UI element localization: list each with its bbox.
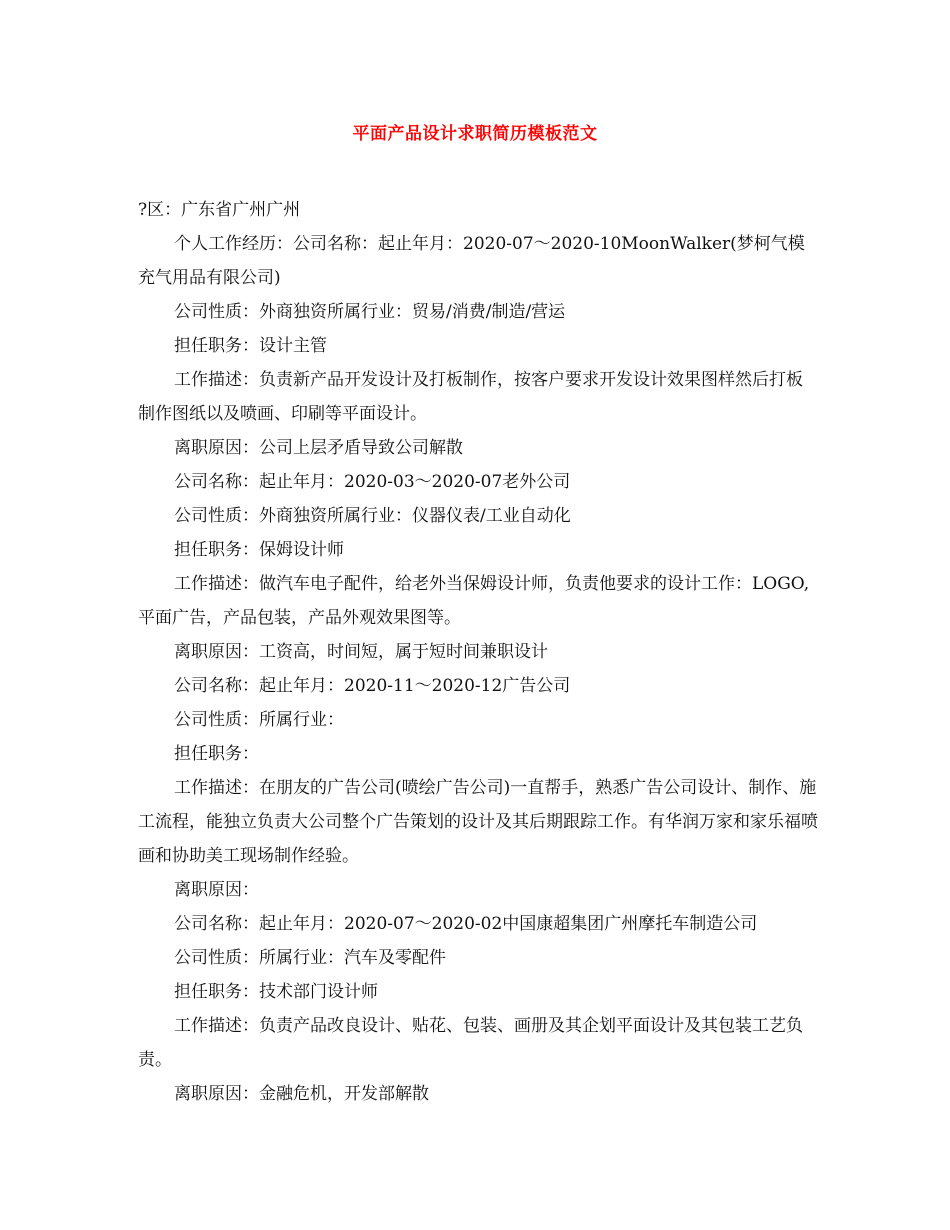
paragraph-job-description: 工作描述：在朋友的广告公司(喷绘广告公司)一直帮手，熟悉广告公司设计、制作、施工流程，能独立负责大公司整个广告策划的设计及其后期跟踪工作。有华润万家和家乐福喷画和协助美工现场制作经验。 [138, 778, 818, 866]
paragraph-leave-reason: 离职原因：公司上层矛盾导致公司解散 [174, 438, 463, 458]
paragraph-job-description: 工作描述：负责新产品开发设计及打板制作，按客户要求开发设计效果图样然后打板制作图纸以及喷画、印刷等平面设计。 [138, 370, 803, 424]
paragraph-position: 担任职务：技术部门设计师 [174, 982, 378, 1002]
paragraph-leave-reason: 离职原因：金融危机，开发部解散 [174, 1084, 429, 1104]
paragraph-position: 担任职务： [174, 744, 259, 764]
paragraph-region: ?区：广东省广州广州 [138, 200, 301, 220]
paragraph-company-type: 公司性质：所属行业：汽车及零配件 [174, 948, 446, 968]
paragraph-leave-reason: 离职原因：工资高，时间短，属于短时间兼职设计 [174, 642, 548, 662]
paragraph-job-description: 工作描述：做汽车电子配件，给老外当保姆设计师，负责他要求的设计工作：LOGO,平面广告，产品包装，产品外观效果图等。 [138, 574, 810, 628]
paragraph-company-type: 公司性质：外商独资所属行业：仪器仪表/工业自动化 [174, 506, 571, 526]
paragraph-company-type: 公司性质：所属行业： [174, 710, 344, 730]
paragraph-job-description: 工作描述：负责产品改良设计、贴花、包装、画册及其企划平面设计及其包装工艺负责。 [138, 1016, 803, 1070]
paragraph-company-name: 公司名称：起止年月：2020-11～2020-12广告公司 [174, 676, 571, 696]
paragraph-company-name: 公司名称：起止年月：2020-07～2020-02中国康超集团广州摩托车制造公司 [174, 914, 758, 934]
paragraph-position: 担任职务：保姆设计师 [174, 540, 344, 560]
paragraph-company-name: 公司名称：起止年月：2020-03～2020-07老外公司 [174, 472, 571, 492]
paragraph-work-history-intro: 个人工作经历：公司名称：起止年月：2020-07～2020-10MoonWalker(梦柯气模充气用品有限公司) [138, 234, 805, 288]
document-body [138, 193, 818, 1111]
paragraph-company-type: 公司性质：外商独资所属行业：贸易/消费/制造/营运 [174, 302, 566, 322]
document-title: 平面产品设计求职简历模板范文 [352, 124, 598, 144]
paragraph-position: 担任职务：设计主管 [174, 336, 327, 356]
paragraph-leave-reason: 离职原因： [174, 880, 259, 900]
